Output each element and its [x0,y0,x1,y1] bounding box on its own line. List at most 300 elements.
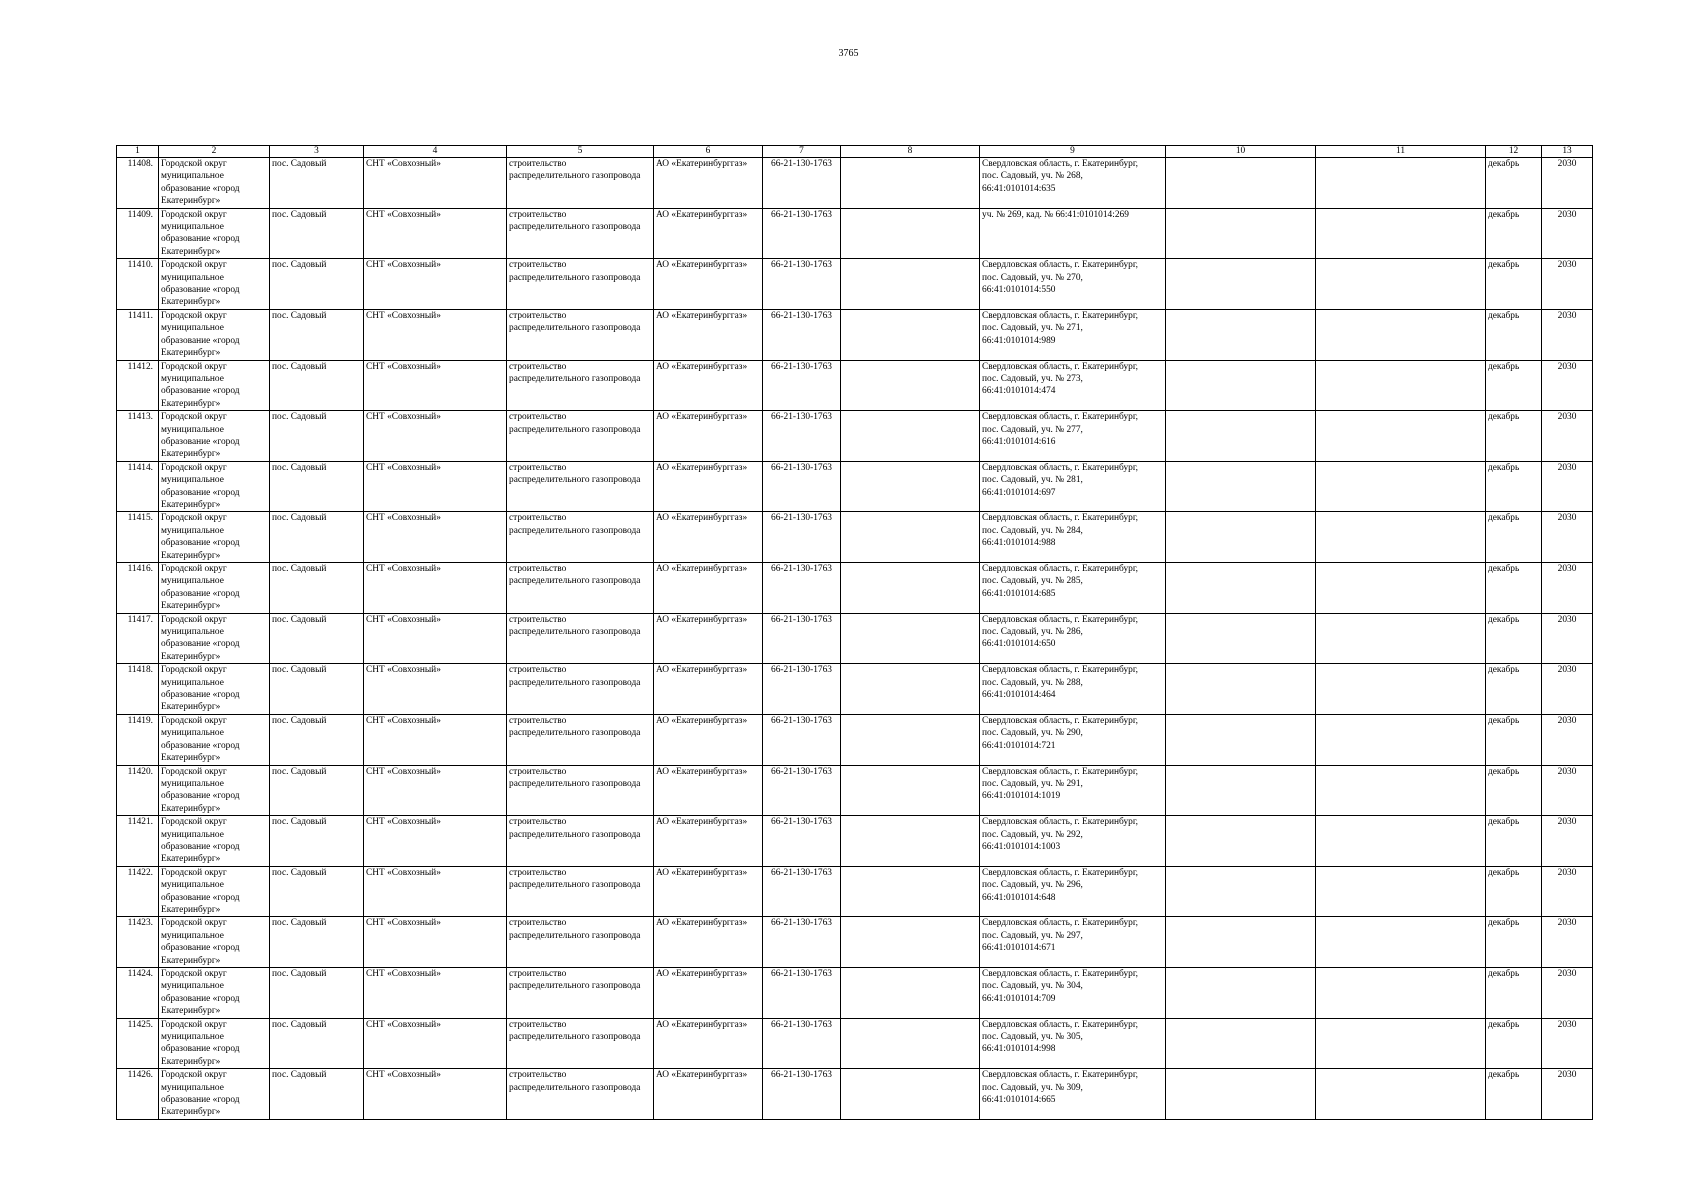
table-row [117,866,1593,917]
cell-municipality-line: Екатеринбург» [161,904,221,915]
cell-year: 2030 [1542,917,1593,968]
cell-work-type-line: строительство [509,614,567,625]
cell-object: СНТ «Совхозный» [364,563,507,614]
cell-work-type-line: строительство [509,462,567,473]
cell-column-11 [1316,765,1486,816]
cell-work-type-line: распределительного газопровода [509,1082,641,1093]
cell-column-10 [1166,563,1316,614]
cell-organization: АО «Екатеринбурггаз» [654,1069,763,1120]
cell-municipality-line: образование «город [161,1095,240,1106]
cell-municipality-line: Екатеринбург» [161,803,221,814]
cell-settlement: пос. Садовый [270,968,364,1019]
cell-year: 2030 [1542,1018,1593,1069]
cell-column-10 [1166,1018,1316,1069]
cell-address-line: пос. Садовый, уч. № 281, [982,475,1083,486]
cell-settlement: пос. Садовый [270,563,364,614]
cell-work-type [507,309,654,360]
cell-municipality-line: муниципальное [161,677,224,688]
cell-municipality-line: Городской округ [161,918,227,929]
cell-column-8 [841,613,980,664]
cell-object: СНТ «Совхозный» [364,968,507,1019]
cell-year: 2030 [1542,563,1593,614]
cell-work-type-line: распределительного газопровода [509,576,641,587]
cell-work-type-line: строительство [509,564,567,574]
cell-municipality-line: образование «город [161,436,240,447]
cell-settlement: пос. Садовый [270,259,364,310]
cell-municipality-line: Городской округ [161,766,227,777]
cell-address-line: 66:41:0101014:1019 [982,791,1061,802]
cell-municipality-line: Екатеринбург» [161,246,221,257]
cell-address-line: 66:41:0101014:635 [982,183,1056,194]
table-row [117,360,1593,411]
cell-work-type-line: строительство [509,817,567,828]
cell-column-10 [1166,1069,1316,1120]
cell-address [980,360,1166,411]
cell-organization: АО «Екатеринбурггаз» [654,158,763,209]
cell-address-line: 66:41:0101014:1003 [982,841,1061,852]
cell-work-type-line: строительство [509,159,567,169]
table-row [117,158,1593,209]
cell-work-type-line: строительство [509,766,567,777]
cell-municipality-line: образование «город [161,892,240,903]
cell-municipality-line: муниципальное [161,576,224,587]
cell-address [980,1069,1166,1120]
cell-column-10 [1166,765,1316,816]
cell-column-10 [1166,309,1316,360]
cell-column-8 [841,309,980,360]
cell-address-line: пос. Садовый, уч. № 285, [982,576,1083,587]
cell-address-line: пос. Садовый, уч. № 268, [982,171,1083,182]
cell-column-8 [841,866,980,917]
cell-column-8 [841,1069,980,1120]
cell-municipality-line: Екатеринбург» [161,499,221,510]
cell-municipality-line: Городской округ [161,969,227,979]
cell-permit-number: 66-21-130-1763 [763,714,841,765]
cell-municipality-line: Городской округ [161,817,227,828]
cell-municipality-line: муниципальное [161,222,224,233]
cell-row-number: 11412. [117,360,159,411]
cell-year: 2030 [1542,613,1593,664]
cell-object: СНТ «Совхозный» [364,461,507,512]
column-header: 11 [1316,146,1486,158]
cell-address-line: 66:41:0101014:709 [982,993,1056,1004]
cell-month: декабрь [1486,714,1542,765]
register-table [116,145,1593,1120]
cell-municipality [159,208,270,259]
cell-year: 2030 [1542,866,1593,917]
cell-column-8 [841,816,980,867]
cell-permit-number: 66-21-130-1763 [763,563,841,614]
cell-address [980,866,1166,917]
cell-column-8 [841,158,980,209]
cell-work-type-line: строительство [509,715,567,726]
cell-work-type [507,512,654,563]
cell-column-11 [1316,664,1486,715]
cell-municipality-line: Городской округ [161,209,227,220]
table-row [117,461,1593,512]
cell-municipality-line: Екатеринбург» [161,601,221,612]
cell-month: декабрь [1486,1018,1542,1069]
table-row [117,816,1593,867]
column-header: 2 [159,146,270,158]
cell-address-line: 66:41:0101014:988 [982,538,1056,549]
cell-address-line: пос. Садовый, уч. № 286, [982,627,1083,638]
cell-work-type-line: распределительного газопровода [509,525,641,536]
cell-municipality [159,461,270,512]
column-header: 6 [654,146,763,158]
cell-work-type [507,866,654,917]
cell-organization: АО «Екатеринбурггаз» [654,714,763,765]
cell-work-type-line: строительство [509,361,567,372]
cell-municipality-line: Екатеринбург» [161,1107,221,1118]
cell-address-line: пос. Садовый, уч. № 309, [982,1082,1083,1093]
cell-row-number: 11418. [117,664,159,715]
cell-settlement: пос. Садовый [270,512,364,563]
cell-column-8 [841,208,980,259]
cell-organization: АО «Екатеринбурггаз» [654,563,763,614]
cell-work-type [507,1069,654,1120]
cell-object: СНТ «Совхозный» [364,411,507,462]
cell-month: декабрь [1486,613,1542,664]
cell-municipality-line: Городской округ [161,715,227,726]
cell-address-line: пос. Садовый, уч. № 305, [982,1032,1083,1043]
cell-municipality-line: Екатеринбург» [161,398,221,409]
cell-organization: АО «Екатеринбурггаз» [654,816,763,867]
cell-month: декабрь [1486,563,1542,614]
cell-address-line: 66:41:0101014:998 [982,1044,1056,1055]
cell-organization: АО «Екатеринбурггаз» [654,1018,763,1069]
cell-municipality-line: Городской округ [161,412,227,423]
cell-address [980,714,1166,765]
cell-work-type-line: распределительного газопровода [509,373,641,384]
cell-row-number: 11416. [117,563,159,614]
cell-year: 2030 [1542,714,1593,765]
cell-municipality-line: образование «город [161,943,240,954]
cell-month: декабрь [1486,309,1542,360]
table-row [117,968,1593,1019]
cell-work-type-line: распределительного газопровода [509,880,641,891]
table-row [117,1018,1593,1069]
cell-work-type-line: строительство [509,918,567,929]
table-row [117,309,1593,360]
cell-column-10 [1166,411,1316,462]
cell-address [980,512,1166,563]
cell-permit-number: 66-21-130-1763 [763,360,841,411]
cell-column-8 [841,461,980,512]
cell-municipality-line: образование «город [161,386,240,397]
cell-municipality [159,259,270,310]
cell-settlement: пос. Садовый [270,613,364,664]
cell-settlement: пос. Садовый [270,208,364,259]
cell-work-type-line: строительство [509,513,567,524]
cell-column-10 [1166,259,1316,310]
cell-municipality-line: Городской округ [161,310,227,321]
cell-municipality-line: Екатеринбург» [161,550,221,561]
cell-municipality-line: Екатеринбург» [161,854,221,865]
cell-municipality-line: Городской округ [161,665,227,676]
cell-municipality [159,360,270,411]
cell-organization: АО «Екатеринбурггаз» [654,512,763,563]
cell-address-line: Свердловская область, г. Екатеринбург, [982,513,1138,524]
cell-organization: АО «Екатеринбурггаз» [654,613,763,664]
register-table-body [117,158,1593,1120]
cell-municipality-line: Екатеринбург» [161,702,221,713]
cell-object: СНТ «Совхозный» [364,866,507,917]
cell-column-11 [1316,309,1486,360]
cell-object: СНТ «Совхозный» [364,259,507,310]
cell-organization: АО «Екатеринбурггаз» [654,917,763,968]
cell-address [980,917,1166,968]
cell-year: 2030 [1542,259,1593,310]
cell-column-11 [1316,512,1486,563]
cell-municipality-line: муниципальное [161,880,224,891]
cell-work-type-line: распределительного газопровода [509,677,641,688]
cell-municipality-line: Екатеринбург» [161,196,221,207]
cell-object: СНТ «Совхозный» [364,765,507,816]
column-header: 3 [270,146,364,158]
cell-column-10 [1166,664,1316,715]
cell-column-11 [1316,866,1486,917]
cell-address-line: Свердловская область, г. Екатеринбург, [982,462,1138,473]
cell-municipality-line: Екатеринбург» [161,297,221,308]
cell-column-8 [841,563,980,614]
cell-permit-number: 66-21-130-1763 [763,613,841,664]
cell-permit-number: 66-21-130-1763 [763,1018,841,1069]
cell-object: СНТ «Совхозный» [364,1069,507,1120]
cell-permit-number: 66-21-130-1763 [763,664,841,715]
cell-address [980,664,1166,715]
cell-month: декабрь [1486,512,1542,563]
cell-municipality [159,1018,270,1069]
cell-permit-number: 66-21-130-1763 [763,158,841,209]
cell-address-line: Свердловская область, г. Екатеринбург, [982,817,1138,828]
cell-municipality-line: образование «город [161,639,240,650]
cell-municipality-line: Екатеринбург» [161,651,221,662]
cell-work-type-line: распределительного газопровода [509,171,641,182]
cell-year: 2030 [1542,158,1593,209]
cell-address [980,259,1166,310]
cell-municipality-line: муниципальное [161,930,224,941]
cell-object: СНТ «Совхозный» [364,1018,507,1069]
cell-municipality-line: муниципальное [161,829,224,840]
column-header: 10 [1166,146,1316,158]
cell-row-number: 11408. [117,158,159,209]
cell-address-line: пос. Садовый, уч. № 304, [982,981,1083,992]
cell-organization: АО «Екатеринбурггаз» [654,664,763,715]
cell-address-line: Свердловская область, г. Екатеринбург, [982,159,1138,169]
cell-municipality-line: Екатеринбург» [161,1006,221,1017]
cell-address-line: Свердловская область, г. Екатеринбург, [982,715,1138,726]
cell-municipality-line: Городской округ [161,260,227,271]
cell-municipality-line: Городской округ [161,513,227,524]
cell-month: декабрь [1486,411,1542,462]
cell-row-number: 11423. [117,917,159,968]
cell-permit-number: 66-21-130-1763 [763,512,841,563]
cell-column-11 [1316,917,1486,968]
cell-address-line: Свердловская область, г. Екатеринбург, [982,867,1138,878]
cell-permit-number: 66-21-130-1763 [763,866,841,917]
cell-object: СНТ «Совхозный» [364,816,507,867]
cell-row-number: 11415. [117,512,159,563]
cell-settlement: пос. Садовый [270,1069,364,1120]
cell-organization: АО «Екатеринбурггаз» [654,309,763,360]
cell-address-line: 66:41:0101014:550 [982,285,1056,296]
cell-month: декабрь [1486,208,1542,259]
cell-organization: АО «Екатеринбурггаз» [654,765,763,816]
cell-municipality-line: образование «город [161,538,240,549]
cell-work-type [507,765,654,816]
cell-municipality-line: образование «город [161,841,240,852]
cell-month: декабрь [1486,917,1542,968]
cell-work-type [507,1018,654,1069]
cell-address-line: пос. Садовый, уч. № 290, [982,728,1083,739]
cell-address-line: Свердловская область, г. Екатеринбург, [982,918,1138,929]
cell-permit-number: 66-21-130-1763 [763,1069,841,1120]
cell-month: декабрь [1486,664,1542,715]
cell-year: 2030 [1542,765,1593,816]
cell-address-line: Свердловская область, г. Екатеринбург, [982,766,1138,777]
cell-column-11 [1316,259,1486,310]
cell-municipality [159,512,270,563]
cell-address-line: 66:41:0101014:650 [982,639,1056,650]
cell-municipality-line: образование «город [161,993,240,1004]
cell-address-line: пос. Садовый, уч. № 284, [982,525,1083,536]
cell-address [980,765,1166,816]
cell-municipality-line: образование «город [161,183,240,194]
cell-municipality [159,917,270,968]
cell-municipality-line: муниципальное [161,728,224,739]
cell-municipality-line: Городской округ [161,1019,227,1030]
cell-address-line: 66:41:0101014:665 [982,1095,1056,1106]
cell-address-line: пос. Садовый, уч. № 296, [982,880,1083,891]
cell-address-line: пос. Садовый, уч. № 273, [982,373,1083,384]
cell-column-11 [1316,816,1486,867]
cell-address-line: Свердловская область, г. Екатеринбург, [982,1019,1138,1030]
cell-address-line: 66:41:0101014:474 [982,386,1056,397]
column-header: 12 [1486,146,1542,158]
cell-work-type [507,158,654,209]
cell-column-8 [841,917,980,968]
cell-work-type [507,208,654,259]
cell-address-line: Свердловская область, г. Екатеринбург, [982,665,1138,676]
cell-organization: АО «Екатеринбурггаз» [654,411,763,462]
cell-permit-number: 66-21-130-1763 [763,411,841,462]
table-row [117,917,1593,968]
cell-municipality-line: образование «город [161,690,240,701]
cell-municipality-line: Городской округ [161,462,227,473]
cell-address-line: пос. Садовый, уч. № 297, [982,930,1083,941]
cell-settlement: пос. Садовый [270,411,364,462]
cell-municipality [159,158,270,209]
cell-municipality [159,664,270,715]
cell-address [980,563,1166,614]
column-header: 5 [507,146,654,158]
cell-work-type-line: распределительного газопровода [509,930,641,941]
cell-settlement: пос. Садовый [270,360,364,411]
cell-municipality-line: муниципальное [161,475,224,486]
cell-permit-number: 66-21-130-1763 [763,461,841,512]
cell-year: 2030 [1542,360,1593,411]
cell-work-type [507,816,654,867]
cell-year: 2030 [1542,1069,1593,1120]
cell-year: 2030 [1542,461,1593,512]
cell-column-8 [841,360,980,411]
table-row [117,664,1593,715]
cell-column-8 [841,664,980,715]
cell-municipality-line: образование «город [161,335,240,346]
cell-permit-number: 66-21-130-1763 [763,765,841,816]
cell-work-type-line: распределительного газопровода [509,323,641,334]
cell-address [980,613,1166,664]
cell-object: СНТ «Совхозный» [364,664,507,715]
table-row [117,259,1593,310]
cell-work-type [507,360,654,411]
cell-address [980,158,1166,209]
cell-municipality-line: муниципальное [161,424,224,435]
cell-row-number: 11411. [117,309,159,360]
cell-municipality-line: образование «город [161,588,240,599]
cell-address-line: 66:41:0101014:616 [982,436,1056,447]
cell-column-10 [1166,208,1316,259]
cell-settlement: пос. Садовый [270,461,364,512]
table-row [117,411,1593,462]
table-row [117,714,1593,765]
cell-row-number: 11409. [117,208,159,259]
cell-work-type-line: распределительного газопровода [509,981,641,992]
cell-address-line: 66:41:0101014:697 [982,487,1056,498]
cell-month: декабрь [1486,360,1542,411]
table-row [117,765,1593,816]
cell-address-line: Свердловская область, г. Екатеринбург, [982,361,1138,372]
cell-year: 2030 [1542,968,1593,1019]
table-row [117,613,1593,664]
cell-address-line: 66:41:0101014:671 [982,943,1056,954]
cell-address-line: Свердловская область, г. Екатеринбург, [982,260,1138,271]
cell-permit-number: 66-21-130-1763 [763,917,841,968]
cell-municipality-line: образование «город [161,791,240,802]
cell-address-line: пос. Садовый, уч. № 288, [982,677,1083,688]
cell-column-10 [1166,816,1316,867]
cell-address-line: 66:41:0101014:721 [982,740,1056,751]
table-row [117,208,1593,259]
cell-permit-number: 66-21-130-1763 [763,816,841,867]
cell-object: СНТ «Совхозный» [364,208,507,259]
cell-object: СНТ «Совхозный» [364,613,507,664]
cell-municipality-line: образование «город [161,285,240,296]
cell-municipality-line: Екатеринбург» [161,449,221,460]
cell-work-type-line: распределительного газопровода [509,627,641,638]
cell-municipality-line: муниципальное [161,627,224,638]
cell-column-8 [841,259,980,310]
cell-year: 2030 [1542,512,1593,563]
cell-municipality-line: Екатеринбург» [161,348,221,359]
cell-row-number: 11413. [117,411,159,462]
cell-work-type-line: распределительного газопровода [509,272,641,283]
cell-work-type [507,917,654,968]
cell-column-11 [1316,360,1486,411]
cell-work-type-line: строительство [509,867,567,878]
cell-municipality-line: муниципальное [161,323,224,334]
cell-address-line: пос. Садовый, уч. № 277, [982,424,1083,435]
cell-address [980,411,1166,462]
cell-address-line: Свердловская область, г. Екатеринбург, [982,614,1138,625]
cell-municipality-line: муниципальное [161,1032,224,1043]
cell-month: декабрь [1486,968,1542,1019]
cell-municipality [159,411,270,462]
cell-work-type-line: строительство [509,310,567,321]
cell-address-line: 66:41:0101014:685 [982,588,1056,599]
cell-settlement: пос. Садовый [270,309,364,360]
